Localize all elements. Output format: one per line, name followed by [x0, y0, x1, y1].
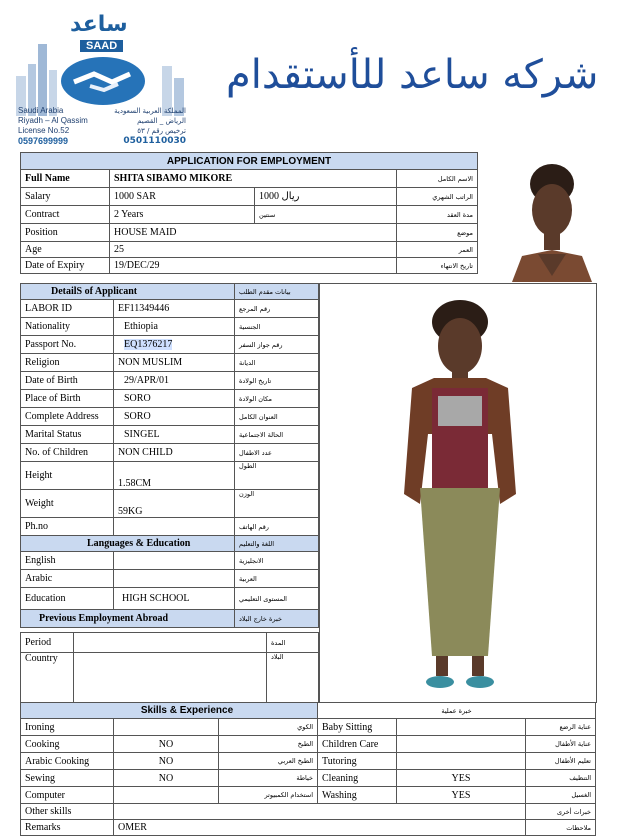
app-label-ar: الاسم الكامل — [397, 170, 478, 188]
skill-label: Arabic Cooking — [21, 753, 114, 770]
skill-label-ar: خياطة — [219, 770, 318, 787]
logo-english-name: SAAD — [80, 40, 123, 52]
skill-value: YES — [397, 787, 526, 804]
language-value — [114, 552, 235, 570]
previous-title-ar: خبرة خارج البلاد — [235, 610, 319, 628]
details-title: DetailS of Applicant — [21, 284, 235, 300]
skill-value: NO — [114, 770, 219, 787]
detail-label: Place of Birth — [21, 390, 114, 408]
language-row — [21, 552, 319, 570]
language-label: Arabic — [21, 570, 114, 588]
skill-value — [397, 753, 526, 770]
applicant-portrait-small — [508, 158, 596, 282]
skill-label-ar: الطبخ العربي — [219, 753, 318, 770]
app-label-ar: تاريخ الانتهاء — [397, 258, 478, 274]
detail-row — [21, 426, 319, 444]
skill-label-ar: التنظيف — [526, 770, 596, 787]
app-value: 1000 SAR — [110, 188, 255, 206]
skill-label-ar: عناية الرضع — [526, 719, 596, 736]
detail-row — [21, 318, 319, 336]
app-row-age — [21, 242, 478, 258]
skill-value — [114, 787, 219, 804]
previous-label-ar: البلاد — [267, 653, 319, 703]
app-label-ar: موضع — [397, 224, 478, 242]
logo-country-en: Saudi Arabia — [18, 106, 64, 115]
other-skills-value — [114, 804, 526, 820]
detail-label: Date of Birth — [21, 372, 114, 390]
logo-phone-2: 0501110030 — [123, 136, 186, 146]
detail-row — [21, 444, 319, 462]
skill-label: Sewing — [21, 770, 114, 787]
detail-label: Ph.no — [21, 518, 114, 536]
detail-label: Weight — [21, 490, 114, 518]
skill-value — [397, 719, 526, 736]
app-extra: 1000 ريال — [255, 188, 397, 206]
skill-row — [21, 719, 596, 736]
detail-value: EQ1376217 — [124, 339, 173, 350]
company-title: شركه ساعد للأستقدام — [226, 52, 599, 98]
detail-value: EF11349446 — [114, 300, 235, 318]
detail-row — [21, 372, 319, 390]
application-table — [20, 152, 478, 274]
detail-label-ar: تاريخ الولادة — [235, 372, 319, 390]
detail-label-ar: الطول — [235, 462, 319, 490]
logo-arabic-name: ساعد — [70, 12, 128, 37]
detail-label: No. of Children — [21, 444, 114, 462]
previous-label: Period — [21, 633, 74, 653]
detail-row — [21, 390, 319, 408]
detail-value: SORO — [114, 390, 235, 408]
detail-label-ar: رقم جواز السفر — [235, 336, 319, 354]
detail-label-ar: رقم المرجع — [235, 300, 319, 318]
skill-label: Cooking — [21, 736, 114, 753]
detail-label: Complete Address — [21, 408, 114, 426]
logo-info-ar — [108, 106, 186, 146]
detail-label: Passport No. — [21, 336, 114, 354]
detail-label-ar: الوزن — [235, 490, 319, 518]
skill-row — [21, 770, 596, 787]
logo-city-en: Riyadh – Al Qassim — [18, 116, 88, 125]
previous-row — [21, 633, 319, 653]
detail-label: Religion — [21, 354, 114, 372]
app-label-ar: العمر — [397, 242, 478, 258]
language-value — [114, 570, 235, 588]
language-row — [21, 588, 319, 610]
app-value: 2 Years — [110, 206, 255, 224]
logo-country-ar: المملكة العربية السعودية — [114, 107, 186, 115]
app-value: 19/DEC/29 — [110, 258, 397, 274]
app-label: Date of Expiry — [21, 258, 110, 274]
application-title: APPLICATION FOR EMPLOYMENT — [21, 153, 478, 170]
app-value: HOUSE MAID — [110, 224, 397, 242]
app-label: Contract — [21, 206, 110, 224]
remarks-label: Remarks — [21, 820, 114, 836]
language-label-ar: المستوى التعليمي — [235, 588, 319, 610]
other-skills-label-ar: خبرات أخرى — [526, 804, 596, 820]
language-value: HIGH SCHOOL — [114, 588, 235, 610]
details-title-ar: بيانات مقدم الطلب — [235, 284, 319, 300]
logo-phone-1: 0597699999 — [18, 136, 69, 146]
app-row-salary — [21, 188, 478, 206]
detail-label: Marital Status — [21, 426, 114, 444]
language-label: Education — [21, 588, 114, 610]
skill-label: Tutoring — [318, 753, 397, 770]
skill-value: NO — [114, 736, 219, 753]
app-label: Position — [21, 224, 110, 242]
previous-title: Previous Employment Abroad — [21, 610, 235, 628]
detail-value: NON MUSLIM — [114, 354, 235, 372]
app-label: Age — [21, 242, 110, 258]
app-row-expiry — [21, 258, 478, 274]
company-logo — [12, 12, 190, 152]
detail-value: Ethiopia — [114, 318, 235, 336]
previous-label-ar: المدة — [267, 633, 319, 653]
previous-table — [20, 632, 319, 703]
detail-label-ar: الديانة — [235, 354, 319, 372]
remarks-row — [21, 820, 596, 836]
detail-label-ar: رقم الهاتف — [235, 518, 319, 536]
language-label: English — [21, 552, 114, 570]
detail-label: Height — [21, 462, 114, 490]
remarks-label-ar: ملاحظات — [526, 820, 596, 836]
detail-label-ar: عدد الاطفال — [235, 444, 319, 462]
detail-label-ar: العنوان الكامل — [235, 408, 319, 426]
skill-value: NO — [114, 753, 219, 770]
skill-label-ar: عناية الأطفال — [526, 736, 596, 753]
detail-value: 59KG — [114, 490, 235, 518]
skill-label: Children Care — [318, 736, 397, 753]
detail-row — [21, 518, 319, 536]
detail-row — [21, 354, 319, 372]
language-label-ar: الانجليزية — [235, 552, 319, 570]
skill-label-ar: تعليم الأطفال — [526, 753, 596, 770]
skill-row — [21, 736, 596, 753]
detail-row — [21, 300, 319, 318]
app-label-ar: مدة العقد — [397, 206, 478, 224]
detail-label-ar: الحالة الاجتماعية — [235, 426, 319, 444]
app-value: 25 — [110, 242, 397, 258]
logo-license-en: License No.52 — [18, 126, 70, 135]
language-row — [21, 570, 319, 588]
other-skills-row — [21, 804, 596, 820]
skills-title: Skills & Experience — [21, 703, 318, 719]
previous-label: Country — [21, 653, 74, 703]
detail-value: 1.58CM — [114, 462, 235, 490]
detail-value: SORO — [114, 408, 235, 426]
skill-label: Baby Sitting — [318, 719, 397, 736]
skills-table — [20, 702, 596, 836]
applicant-photo-full — [319, 283, 597, 703]
app-row-position — [21, 224, 478, 242]
skills-title-ar: خبرة عملية — [318, 703, 596, 719]
detail-row — [21, 336, 319, 354]
skill-row — [21, 753, 596, 770]
skill-label: Computer — [21, 787, 114, 804]
remarks-value: OMER — [114, 820, 526, 836]
detail-label: Nationality — [21, 318, 114, 336]
logo-info-en — [18, 106, 88, 146]
detail-label-ar: مكان الولادة — [235, 390, 319, 408]
skill-value — [397, 736, 526, 753]
other-skills-label: Other skills — [21, 804, 114, 820]
app-label: Full Name — [21, 170, 110, 188]
details-table — [20, 283, 319, 628]
skill-label-ar: الطبخ — [219, 736, 318, 753]
app-label-ar: الراتب الشهري — [397, 188, 478, 206]
skill-value: YES — [397, 770, 526, 787]
previous-row — [21, 653, 319, 703]
detail-row — [21, 462, 319, 490]
detail-value: NON CHILD — [114, 444, 235, 462]
languages-title-ar: اللغة والتعليم — [235, 536, 319, 552]
app-row-fullname — [21, 170, 478, 188]
detail-row — [21, 408, 319, 426]
logo-city-ar: الرياض _ القصيم — [137, 117, 186, 125]
app-extra: سنتين — [255, 206, 397, 224]
detail-value — [114, 518, 235, 536]
skill-label: Ironing — [21, 719, 114, 736]
languages-title: Languages & Education — [21, 536, 235, 552]
skill-label-ar: الكوي — [219, 719, 318, 736]
logo-license-ar: ترخيص رقم / ٥٣ — [137, 127, 186, 135]
detail-value: SINGEL — [114, 426, 235, 444]
language-label-ar: العربية — [235, 570, 319, 588]
skill-label: Washing — [318, 787, 397, 804]
app-label: Salary — [21, 188, 110, 206]
handshake-icon — [60, 56, 146, 106]
skill-row — [21, 787, 596, 804]
skill-label-ar: الغسيل — [526, 787, 596, 804]
previous-value — [74, 633, 267, 653]
app-value: SHITA SIBAMO MIKORE — [110, 170, 397, 188]
detail-label-ar: الجنسية — [235, 318, 319, 336]
skill-value — [114, 719, 219, 736]
detail-row — [21, 490, 319, 518]
detail-label: LABOR ID — [21, 300, 114, 318]
skill-label: Cleaning — [318, 770, 397, 787]
app-row-contract — [21, 206, 478, 224]
previous-value — [74, 653, 267, 703]
detail-value: 29/APR/01 — [114, 372, 235, 390]
skill-label-ar: استخدام الكمبيوتر — [219, 787, 318, 804]
